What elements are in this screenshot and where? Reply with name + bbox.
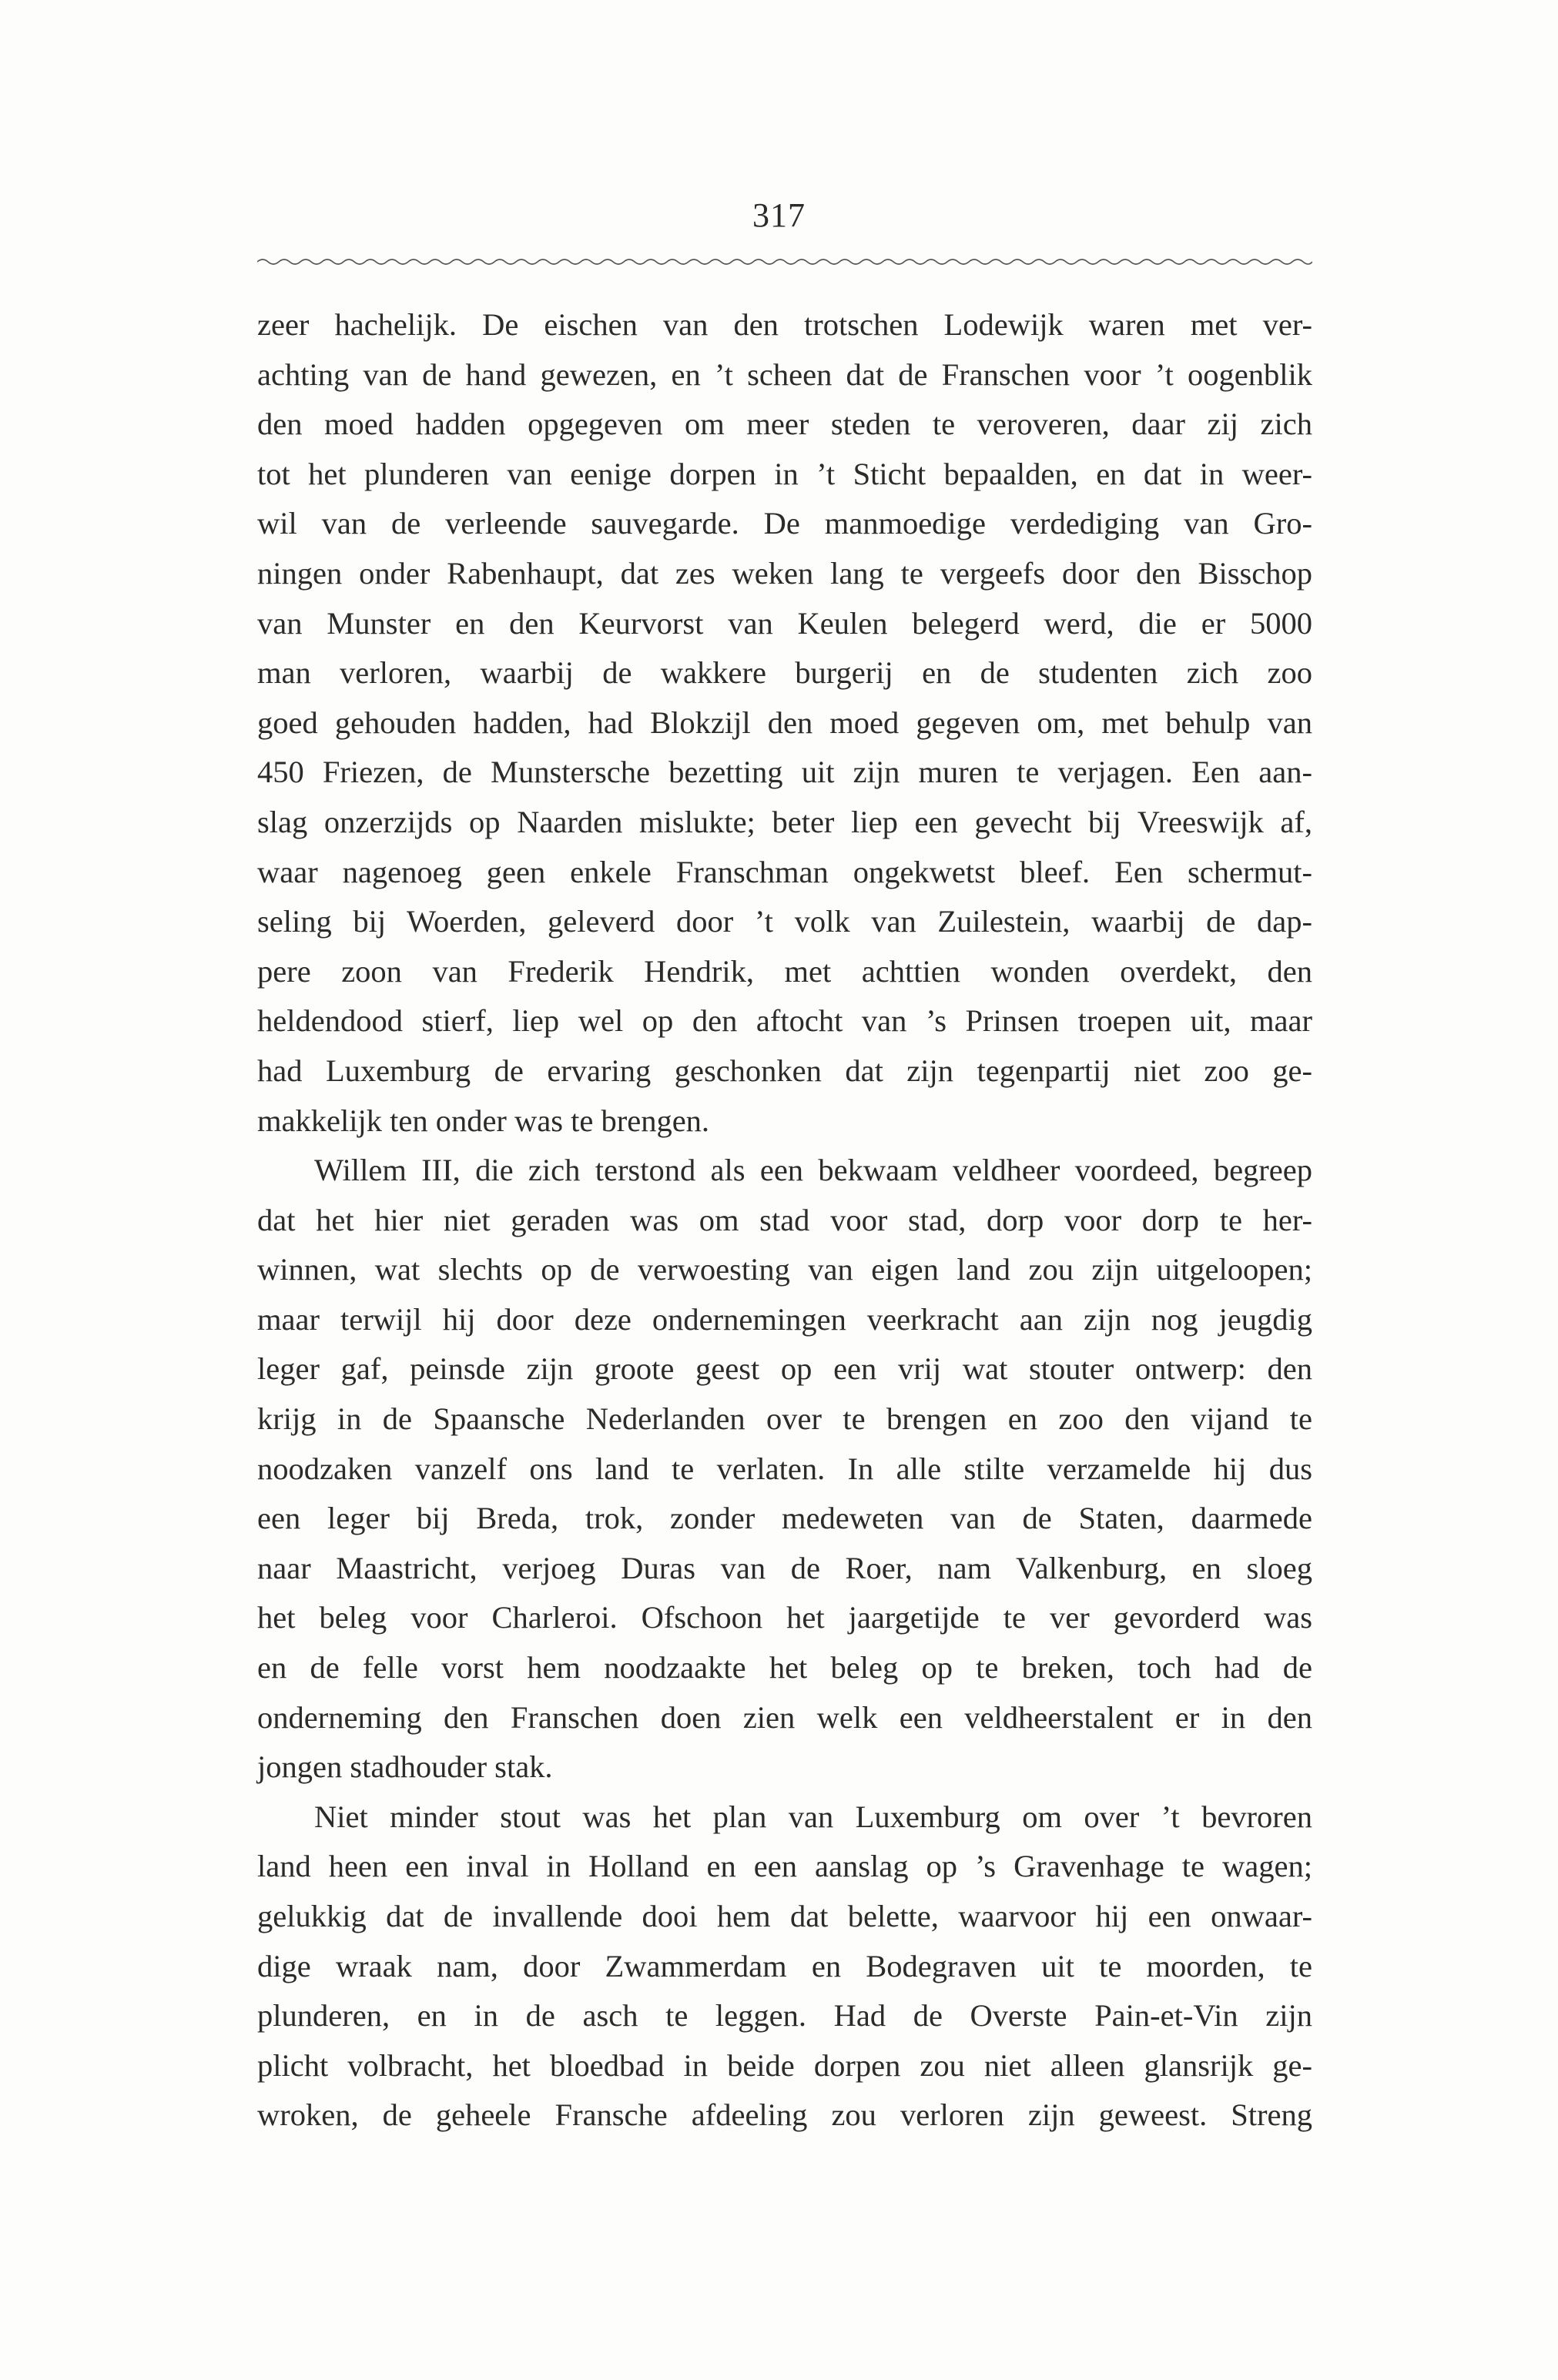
text-line: gelukkig dat de invallende dooi hem dat belette, waarvoor hij een onwaar- <box>257 1899 1312 1933</box>
text-line: wroken, de geheele Fransche afdeeling zou verloren zijn geweest. Streng <box>257 2097 1312 2133</box>
text-line: noodzaken vanzelf ons land te verlaten. In alle stilte verzamelde hij dus <box>257 1451 1312 1486</box>
paragraph <box>257 300 1312 1146</box>
text-line: heldendood stierf, liep wel op den aftocht van ’s Prinsen troepen uit, maar <box>257 1003 1312 1039</box>
paragraph <box>257 1146 1312 1793</box>
text-line: leger gaf, peinsde zijn groote geest op een vrij wat stouter ontwerp: den <box>257 1351 1312 1387</box>
text-line: plicht volbracht, het bloedbad in beide dorpen zou niet alleen glansrijk ge- <box>257 2047 1312 2083</box>
text-line: tot het plunderen van eenige dorpen in ’t Sticht bepaalden, en dat in weer- <box>257 456 1312 491</box>
text-line: dat het hier niet geraden was om stad voor stad, dorp voor dorp te her- <box>257 1202 1312 1237</box>
text-line: goed gehouden hadden, had Blokzijl den moed gegeven om, met behulp van <box>257 705 1312 740</box>
text-line: den moed hadden opgegeven om meer steden te veroveren, daar zij zich <box>257 407 1312 442</box>
text-line: naar Maastricht, verjoeg Duras van de Roer, nam Valkenburg, en sloeg <box>257 1550 1312 1585</box>
text-line: maar terwijl hij door deze ondernemingen veerkracht aan zijn nog jeugdig <box>257 1301 1312 1337</box>
text-line: man verloren, waarbij de wakkere burgerij en de studenten zich zoo <box>257 655 1312 691</box>
text-line: dige wraak nam, door Zwammerdam en Bodegraven uit te moorden, te <box>257 1948 1312 1983</box>
text-line: pere zoon van Frederik Hendrik, met achttien wonden overdekt, den <box>257 953 1312 989</box>
text-line: winnen, wat slechts op de verwoesting van eigen land zou zijn uitgeloopen; <box>257 1252 1312 1287</box>
text-line: jongen stadhouder stak. <box>257 1749 553 1785</box>
wavy-rule-ornament <box>257 256 1312 268</box>
text-line: makkelijk ten onder was te brengen. <box>257 1103 710 1138</box>
text-line: achting van de hand gewezen, en ’t scheen dat de Franschen voor ’t oogenblik <box>257 356 1312 392</box>
page-number: 317 <box>752 196 806 234</box>
text-line: van Munster en den Keurvorst van Keulen belegerd werd, die er 5000 <box>257 605 1312 641</box>
text-line: land heen een inval in Holland en een aanslag op ’s Gravenhage te wagen; <box>257 1849 1312 1884</box>
text-line: onderneming den Franschen doen zien welk een veldheerstalent er in den <box>257 1699 1312 1735</box>
text-line: wil van de verleende sauvegarde. De manmoedige verdediging van Gro- <box>257 506 1312 541</box>
body-text <box>257 300 1312 2141</box>
text-line: krijg in de Spaansche Nederlanden over te brengen en zoo den vijand te <box>257 1401 1312 1437</box>
text-line: 450 Friezen, de Munstersche bezetting uit zijn muren te verjagen. Een aan- <box>257 755 1312 790</box>
text-line: het beleg voor Charleroi. Ofschoon het jaargetijde te ver gevorderd was <box>257 1600 1312 1635</box>
paragraph <box>257 1793 1312 2141</box>
text-line: had Luxemburg de ervaring geschonken dat zijn tegenpartij niet zoo ge- <box>257 1053 1312 1088</box>
text-line: en de felle vorst hem noodzaakte het beleg op te breken, toch had de <box>257 1650 1312 1685</box>
text-line: Niet minder stout was het plan van Luxemburg om over ’t bevroren <box>314 1799 1312 1834</box>
text-line: seling bij Woerden, geleverd door ’t volk van Zuilestein, waarbij de dap- <box>257 904 1312 939</box>
text-line: Willem III, die zich terstond als een bekwaam veldheer voordeed, begreep <box>314 1153 1312 1188</box>
text-line: ningen onder Rabenhaupt, dat zes weken lang te vergeefs door den Bisschop <box>257 555 1312 591</box>
text-line: plunderen, en in de asch te leggen. Had de Overste Pain-et-Vin zijn <box>257 1998 1312 2034</box>
text-line: een leger bij Breda, trok, zonder medeweten van de Staten, daarmede <box>257 1501 1312 1536</box>
text-line: waar nagenoeg geen enkele Franschman ongekwetst bleef. Een schermut- <box>257 854 1312 889</box>
text-line: slag onzerzijds op Naarden mislukte; beter liep een gevecht bij Vreeswijk af, <box>257 804 1312 839</box>
text-line: zeer hachelijk. De eischen van den trotschen Lodewijk waren met ver- <box>257 307 1312 342</box>
